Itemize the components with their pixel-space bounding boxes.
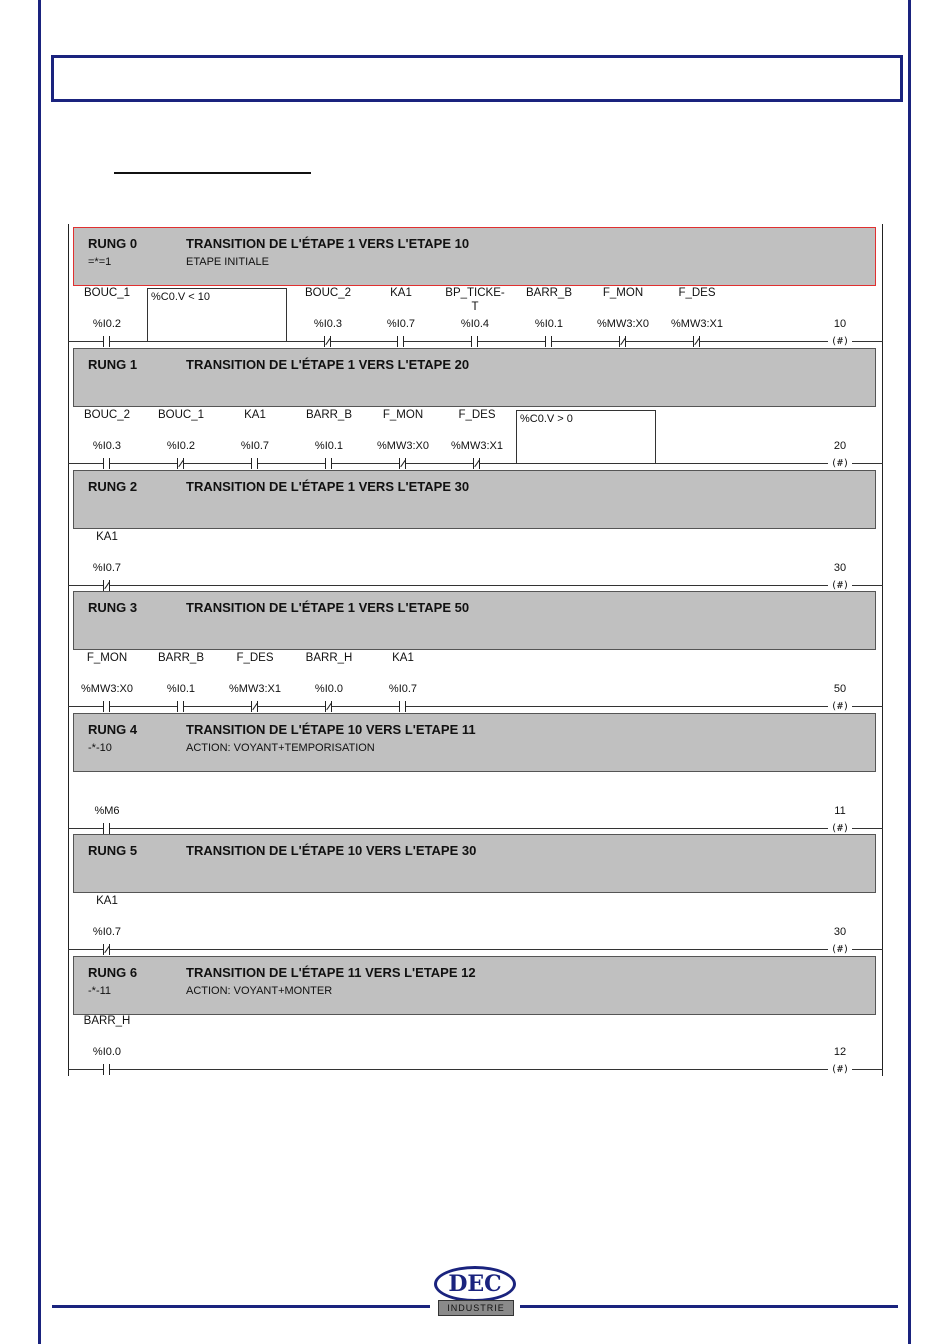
rung-4-network <box>68 773 883 836</box>
nc-contact-icon <box>319 701 339 712</box>
nc-contact-icon <box>613 336 633 347</box>
contact-symbol-label: BARR_H <box>305 652 353 664</box>
contact-address: %I0.7 <box>388 683 418 695</box>
contact-symbol-label: BOUC_1 <box>157 409 205 421</box>
coil-step-number: 10 <box>833 318 847 330</box>
no-contact-icon <box>97 701 117 712</box>
nc-contact-icon <box>687 336 707 347</box>
contact-no[interactable] <box>70 1014 144 1077</box>
contact-symbol-label: BARR_B <box>157 652 205 664</box>
contact-address: %I0.2 <box>92 318 122 330</box>
no-contact-icon <box>97 823 117 834</box>
contact-symbol-label: BOUC_1 <box>83 287 131 299</box>
contact-symbol-label: F_DES <box>458 409 496 421</box>
contact-symbol-label: BARR_B <box>305 409 353 421</box>
nc-contact-icon <box>97 944 117 955</box>
rung-2-header[interactable] <box>73 470 876 529</box>
rung-5-network <box>68 894 883 957</box>
step-coil[interactable] <box>815 408 865 471</box>
contact-no[interactable] <box>364 286 438 349</box>
coil-step-number: 20 <box>833 440 847 452</box>
contact-address: %I0.1 <box>534 318 564 330</box>
contact-address: %I0.7 <box>386 318 416 330</box>
rung-comment: ETAPE INITIALE <box>186 256 269 268</box>
rung-number: RUNG 2 <box>88 479 138 494</box>
contact-address: %I0.1 <box>166 683 196 695</box>
contact-symbol-label: BP_TICKE- T <box>445 287 505 313</box>
no-contact-icon <box>539 336 559 347</box>
coil-icon: (#) <box>828 336 852 347</box>
contact-address: %MW3:X0 <box>597 318 649 330</box>
dec-industrie-logo <box>432 1266 520 1318</box>
rung-6-network <box>68 1014 883 1077</box>
rung-title: TRANSITION DE L'ÉTAPE 11 VERS L'ETAPE 12 <box>186 965 476 980</box>
rung-5-header[interactable] <box>73 834 876 893</box>
coil-icon: (#) <box>828 580 852 591</box>
rung-step-ref: -*-10 <box>88 742 112 754</box>
compare-block[interactable]: %C0.V > 0 <box>516 410 656 464</box>
step-coil[interactable] <box>815 773 865 836</box>
nc-contact-icon <box>393 458 413 469</box>
contact-address: %I0.7 <box>92 562 122 574</box>
rung-comment: ACTION: VOYANT+TEMPORISATION <box>186 742 375 754</box>
coil-icon: (#) <box>828 1064 852 1075</box>
contact-symbol-label: KA1 <box>392 652 414 664</box>
contact-symbol-label: KA1 <box>390 287 412 299</box>
logo-text: DEC <box>434 1266 516 1302</box>
ladder-diagram <box>68 224 883 1076</box>
rung-1-network <box>68 408 883 471</box>
contact-nc[interactable] <box>218 651 292 714</box>
nc-contact-icon <box>97 580 117 591</box>
footer-rule-left <box>52 1305 430 1308</box>
step-coil[interactable] <box>815 530 865 593</box>
contact-address: %MW3:X1 <box>451 440 503 452</box>
contact-nc[interactable] <box>70 530 144 593</box>
contact-nc[interactable] <box>440 408 514 471</box>
contact-symbol-label: BOUC_2 <box>83 409 131 421</box>
coil-icon: (#) <box>828 944 852 955</box>
rung-title: TRANSITION DE L'ÉTAPE 10 VERS L'ETAPE 30 <box>186 843 477 858</box>
contact-symbol-label: F_MON <box>86 652 128 664</box>
contact-symbol-label: KA1 <box>244 409 266 421</box>
contact-address: %MW3:X1 <box>671 318 723 330</box>
contact-symbol-label: F_MON <box>602 287 644 299</box>
contact-nc[interactable] <box>660 286 734 349</box>
contact-address: %I0.3 <box>92 440 122 452</box>
rung-number: RUNG 3 <box>88 600 138 615</box>
no-contact-icon <box>97 1064 117 1075</box>
contact-address: %M6 <box>94 805 120 817</box>
coil-icon: (#) <box>828 823 852 834</box>
contact-no[interactable] <box>292 408 366 471</box>
no-contact-icon <box>319 458 339 469</box>
nc-contact-icon <box>245 701 265 712</box>
step-coil[interactable] <box>815 286 865 349</box>
contact-symbol-label: BARR_H <box>83 1015 131 1027</box>
rung-wire <box>68 585 883 586</box>
rung-wire <box>68 1069 883 1070</box>
rung-title: TRANSITION DE L'ÉTAPE 1 VERS L'ETAPE 20 <box>186 357 470 372</box>
contact-no[interactable] <box>438 286 512 349</box>
coil-step-number: 50 <box>833 683 847 695</box>
compare-block[interactable]: %C0.V < 10 <box>147 288 287 342</box>
contact-no[interactable] <box>70 286 144 349</box>
rung-wire <box>68 949 883 950</box>
rung-1-header[interactable] <box>73 348 876 407</box>
contact-nc[interactable] <box>366 408 440 471</box>
rung-title: TRANSITION DE L'ÉTAPE 1 VERS L'ETAPE 10 <box>186 236 470 251</box>
coil-icon: (#) <box>828 701 852 712</box>
footer-rule-right <box>520 1305 898 1308</box>
logo-band: INDUSTRIE <box>438 1300 514 1316</box>
no-contact-icon <box>171 701 191 712</box>
contact-symbol-label: KA1 <box>96 895 118 907</box>
contact-address: %I0.0 <box>92 1046 122 1058</box>
contact-no[interactable] <box>366 651 440 714</box>
contact-symbol-label: F_MON <box>382 409 424 421</box>
contact-address: %I0.2 <box>166 440 196 452</box>
nc-contact-icon <box>171 458 191 469</box>
step-coil[interactable] <box>815 651 865 714</box>
rung-6-header[interactable] <box>73 956 876 1015</box>
rung-2-network <box>68 530 883 593</box>
contact-address: %I0.3 <box>313 318 343 330</box>
no-contact-icon <box>465 336 485 347</box>
rung-number: RUNG 1 <box>88 357 138 372</box>
contact-symbol-label: F_DES <box>236 652 274 664</box>
rung-title: TRANSITION DE L'ÉTAPE 10 VERS L'ETAPE 11 <box>186 722 476 737</box>
nc-contact-icon <box>318 336 338 347</box>
rung-0-network <box>68 286 883 349</box>
contact-no[interactable] <box>70 408 144 471</box>
contact-nc[interactable] <box>291 286 365 349</box>
contact-address: %I0.7 <box>92 926 122 938</box>
contact-nc[interactable] <box>70 894 144 957</box>
contact-no[interactable] <box>144 651 218 714</box>
rung-step-ref: -*-11 <box>88 985 112 997</box>
contact-no[interactable] <box>70 773 144 836</box>
contact-symbol-label: BARR_B <box>525 287 573 299</box>
no-contact-icon <box>393 701 413 712</box>
contact-no[interactable] <box>218 408 292 471</box>
rung-3-header[interactable] <box>73 591 876 650</box>
contact-nc[interactable] <box>586 286 660 349</box>
coil-step-number: 30 <box>833 926 847 938</box>
contact-address: %I0.1 <box>314 440 344 452</box>
contact-symbol-label: F_DES <box>678 287 716 299</box>
step-coil[interactable] <box>815 1014 865 1077</box>
no-contact-icon <box>391 336 411 347</box>
contact-symbol-label: BOUC_2 <box>304 287 352 299</box>
nc-contact-icon <box>467 458 487 469</box>
contact-address: %MW3:X0 <box>81 683 133 695</box>
contact-nc[interactable] <box>292 651 366 714</box>
rung-title: TRANSITION DE L'ÉTAPE 1 VERS L'ETAPE 30 <box>186 479 470 494</box>
rung-number: RUNG 4 <box>88 722 138 737</box>
contact-symbol-label: KA1 <box>96 531 118 543</box>
page-frame-left <box>38 0 41 1344</box>
coil-icon: (#) <box>828 458 852 469</box>
rung-3-network <box>68 651 883 714</box>
rung-number: RUNG 0 <box>88 236 138 251</box>
page-title-box <box>51 55 903 102</box>
rung-step-ref: =*=1 <box>88 256 112 268</box>
page-frame-right <box>908 0 911 1344</box>
coil-step-number: 12 <box>833 1046 847 1058</box>
contact-no[interactable] <box>512 286 586 349</box>
rung-0-header[interactable] <box>73 227 876 286</box>
contact-nc[interactable] <box>144 408 218 471</box>
no-contact-icon <box>97 336 117 347</box>
section-underline <box>114 172 311 174</box>
contact-address: %I0.0 <box>314 683 344 695</box>
step-coil[interactable] <box>815 894 865 957</box>
no-contact-icon <box>97 458 117 469</box>
contact-address: %MW3:X0 <box>377 440 429 452</box>
rung-4-header[interactable] <box>73 713 876 772</box>
coil-step-number: 11 <box>834 805 846 817</box>
rung-comment: ACTION: VOYANT+MONTER <box>186 985 333 997</box>
rung-title: TRANSITION DE L'ÉTAPE 1 VERS L'ETAPE 50 <box>186 600 470 615</box>
contact-address: %I0.4 <box>460 318 490 330</box>
contact-no[interactable] <box>70 651 144 714</box>
coil-step-number: 30 <box>833 562 847 574</box>
contact-address: %I0.7 <box>240 440 270 452</box>
no-contact-icon <box>245 458 265 469</box>
rung-number: RUNG 6 <box>88 965 138 980</box>
rung-wire <box>68 828 883 829</box>
rung-number: RUNG 5 <box>88 843 138 858</box>
contact-address: %MW3:X1 <box>229 683 281 695</box>
